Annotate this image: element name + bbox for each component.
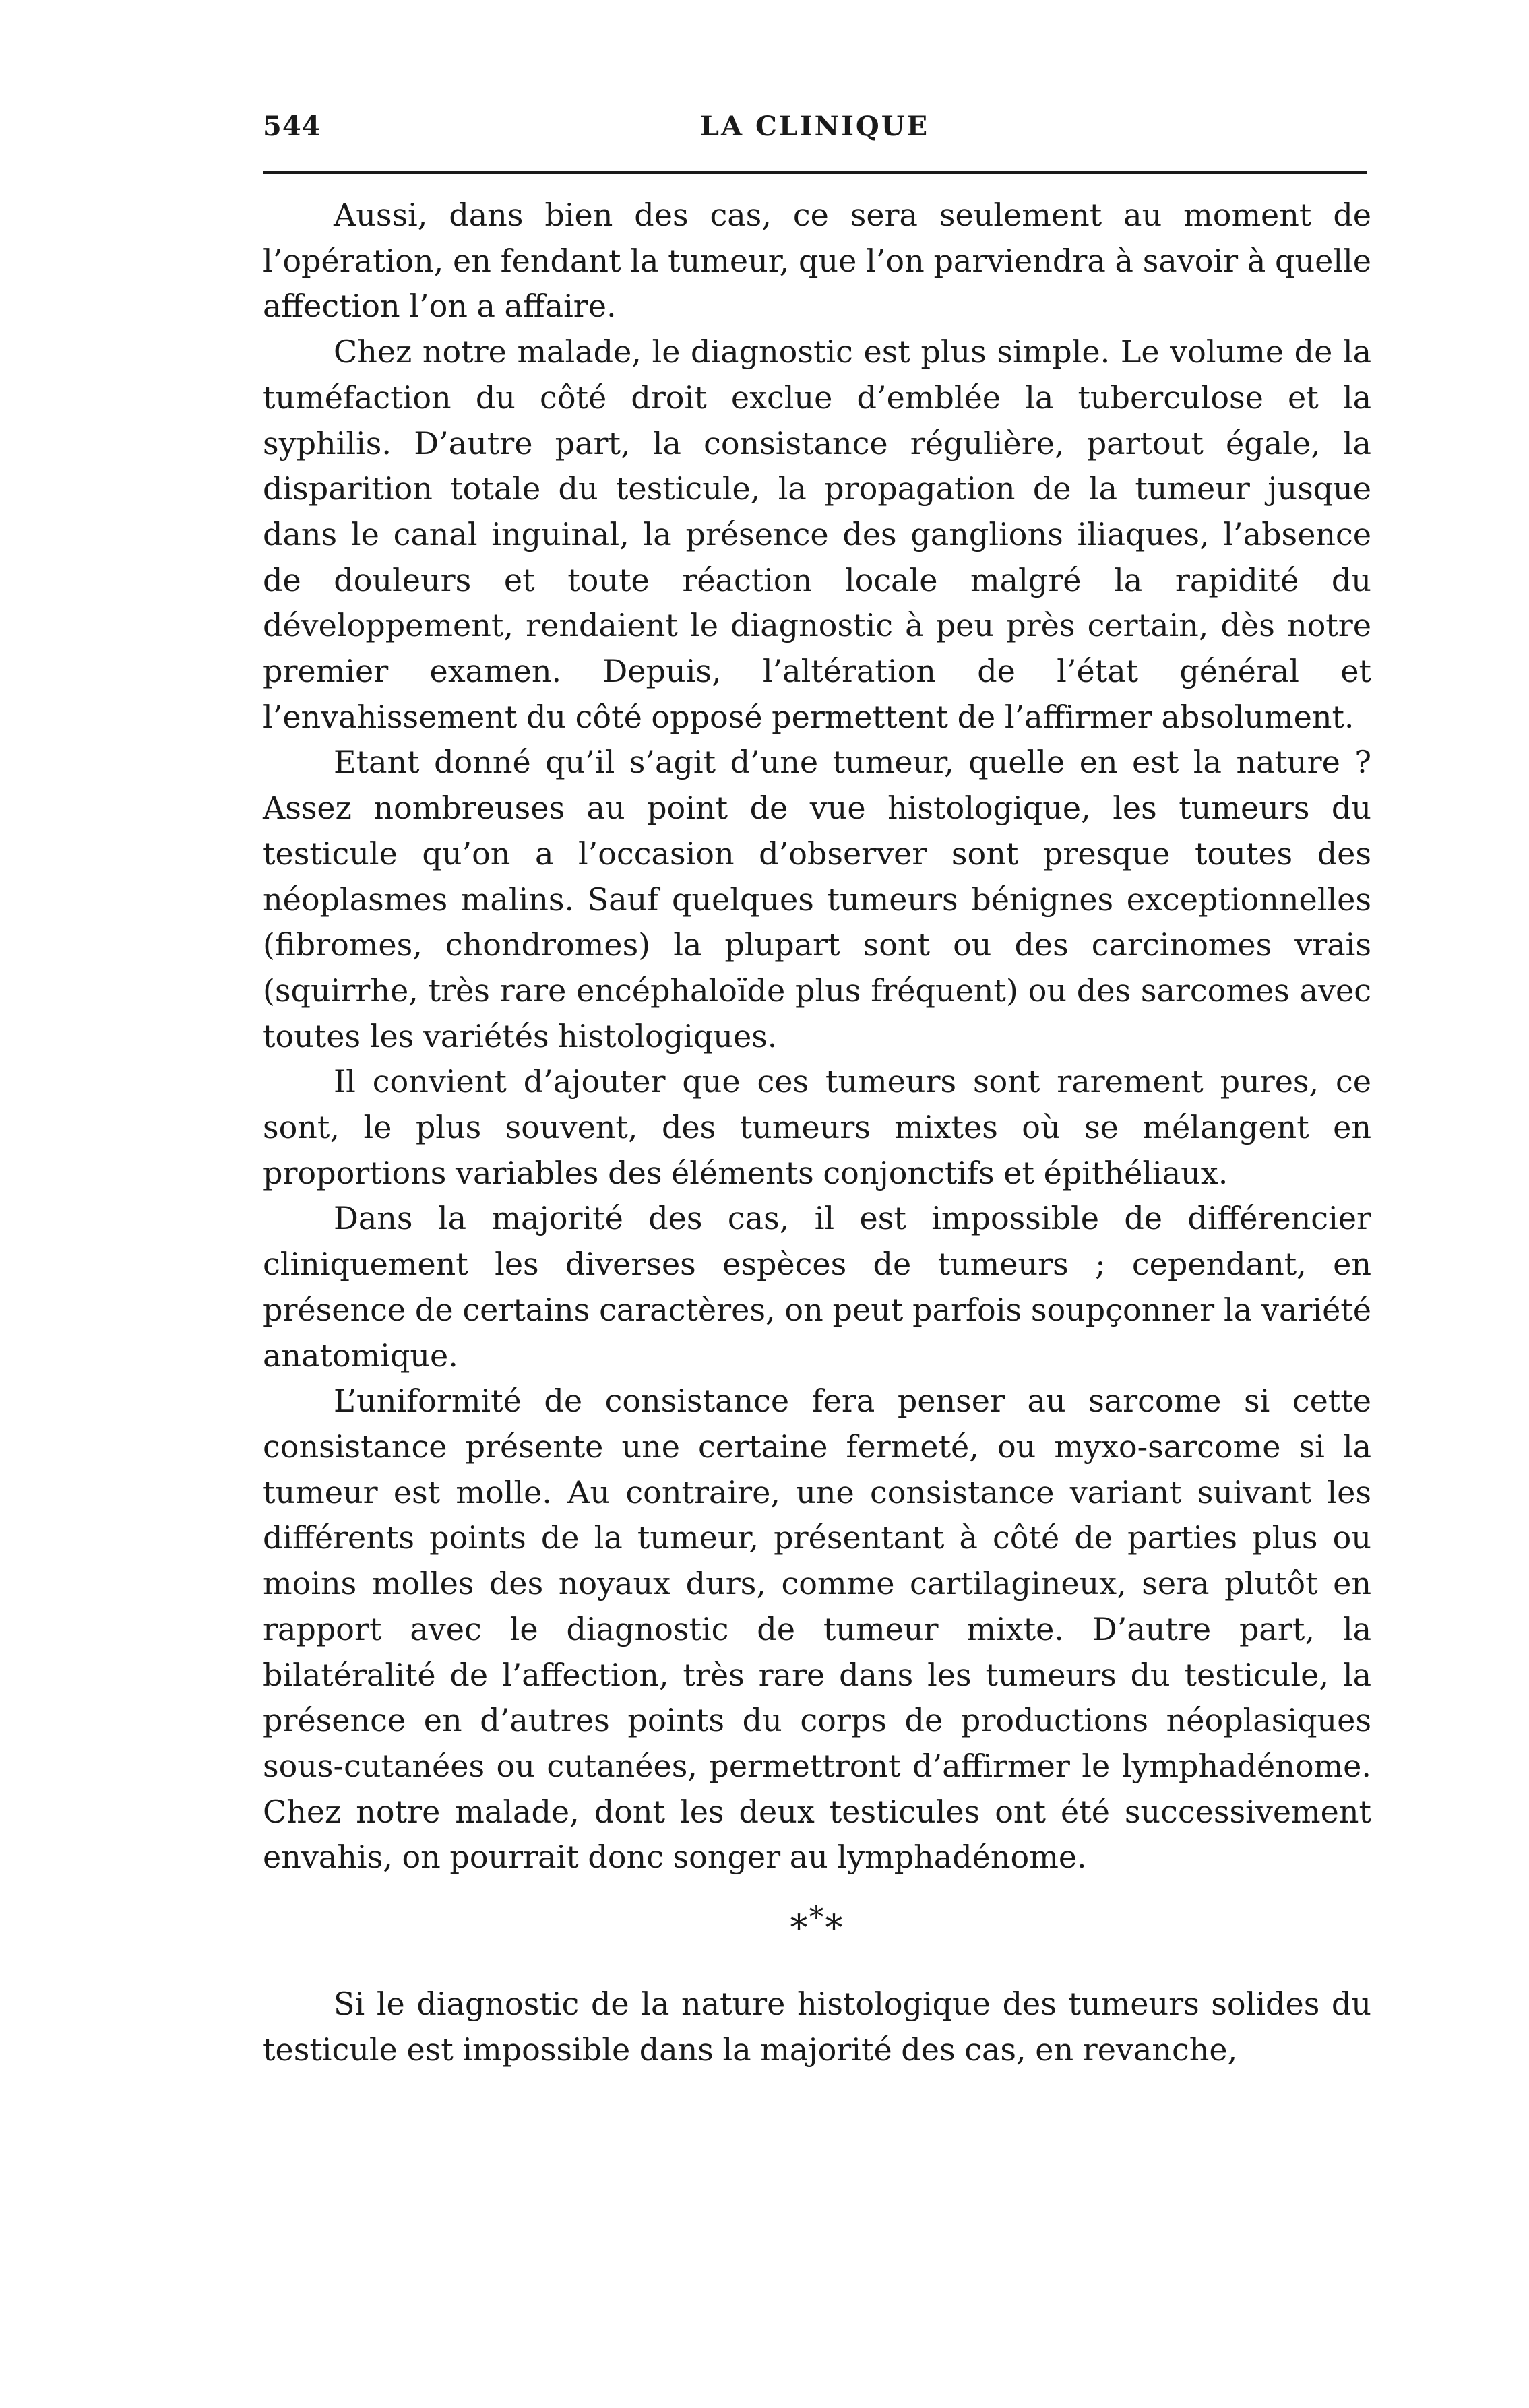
paragraph: Dans la majorité des cas, il est impossible de différencier cliniquement les diverses espèces de tumeurs ; cependant, en présence de certains caractères, on peut parfois soupçonner la variété anatomique. (263, 1200, 1371, 1374)
header-rule (263, 171, 1367, 174)
page-header (263, 110, 1367, 158)
paragraph: L’uniformité de consistance fera penser au sarcome si cette consistance présente une certaine fermeté, ou myxo-sarcome si la tumeur est molle. Au contraire, une consistance variant suivant les différents points de la tumeur, présentant à côté de parties plus ou moins molles des noyaux durs, comme cartilagineux, sera plutôt en rapport avec le diagnostic de tumeur mixte. D’autre part, la bilatéralité de l’affection, très rare dans les tumeurs du testicule, la présence en d’autres points du corps de productions néoplasiques sous-cutanées ou cutanées, permettront d’affirmer le lymphadénome. Chez notre malade, dont les deux testicules ont été successivement envahis, on pourrait donc songer au lymphadénome. (263, 1383, 1371, 1876)
paragraph: Il convient d’ajouter que ces tumeurs sont rarement pures, ce sont, le plus souvent, des tumeurs mixtes où se mélangent en proportions variables des éléments conjonctifs et épithéliaux. (263, 1063, 1371, 1191)
paragraph: Chez notre malade, le diagnostic est plus simple. Le volume de la tuméfaction du côté droit exclue d’emblée la tuberculose et la syphilis. D’autre part, la consistance régulière, partout égale, la disparition totale du testicule, la propagation de la tumeur jusque dans le canal inguinal, la présence des ganglions iliaques, l’absence de douleurs et toute réaction locale malgré la rapidité du développement, rendaient le diagnostic à peu près certain, dès notre premier examen. Depuis, l’altération de l’état général et l’envahissement du côté opposé permettent de l’affirmer absolument. (263, 334, 1371, 735)
paragraph: Aussi, dans bien des cas, ce sera seulement au moment de l’opération, en fendant la tumeur, que l’on parviendra à savoir à quelle affection l’on a affaire. (263, 197, 1371, 325)
paragraph: Si le diagnostic de la nature histologique des tumeurs solides du testicule est impossible dans la majorité des cas, en revanche, (263, 1986, 1371, 2068)
asterism-ornament: *** (790, 1901, 844, 1949)
page-number: 544 (263, 110, 321, 142)
running-title: LA CLINIQUE (699, 110, 930, 142)
paragraph: Etant donné qu’il s’agit d’une tumeur, quelle en est la nature ? Assez nombreuses au point de vue histologique, les tumeurs du testicule qu’on a l’occasion d’observer sont presque toutes des néoplasmes malins. Sauf quelques tumeurs bénignes exceptionnelles (fibromes, chondromes) la plupart sont ou des carcinomes vrais (squirrhe, très rare encéphaloïde plus fréquent) ou des sarcomes avec toutes les variétés histologiques. (263, 744, 1371, 1054)
body-text (263, 193, 1371, 2072)
